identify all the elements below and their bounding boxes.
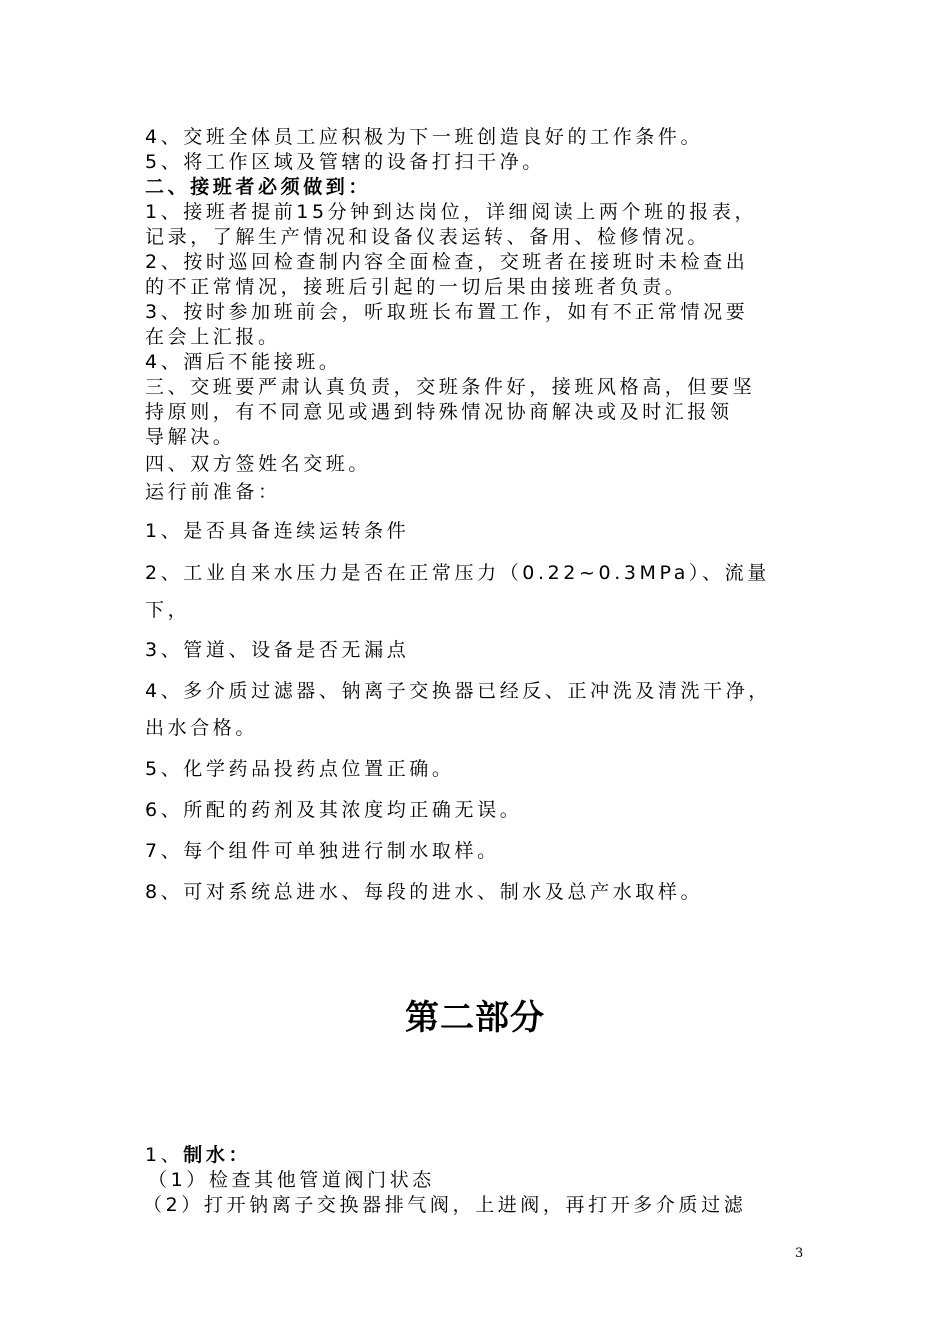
section-heading: 二、接班者必须做到： [145, 176, 372, 198]
text-line: 记录，了解生产情况和设备仪表运转、备用、检修情况。 [145, 226, 711, 248]
list-item: 7、每个组件可单独进行制水取样。 [145, 840, 500, 862]
text-line: 5、将工作区域及管辖的设备打扫干净。 [145, 151, 545, 173]
list-item: 3、管道、设备是否无漏点 [145, 639, 410, 661]
list-item: 5、化学药品投药点位置正确。 [145, 758, 455, 780]
list-item-continuation: 下， [145, 599, 191, 621]
item-label: 制水： [183, 1144, 252, 1166]
text-line: 的不正常情况，接班后引起的一切后果由接班者负责。 [145, 276, 688, 298]
text-line: 4、酒后不能接班。 [145, 351, 342, 373]
text-line: 1、接班者提前15分钟到达岗位，详细阅读上两个班的报表， [145, 201, 758, 223]
text-line: 导解决。 [145, 426, 236, 448]
sub-item: （2）打开钠离子交换器排气阀，上进阀，再打开多介质过滤 [143, 1194, 747, 1216]
text-line: 持原则，有不同意见或遇到特殊情况协商解决或及时汇报领 [145, 401, 733, 423]
text-line: 运行前准备： [145, 481, 281, 503]
page-number: 3 [795, 1246, 804, 1261]
list-item: 1、是否具备连续运转条件 [145, 520, 410, 542]
text-line: 3、按时参加班前会，听取班长布置工作，如有不正常情况要 [145, 301, 749, 323]
list-item [145, 1143, 825, 1167]
text-line: 4、交班全体员工应积极为下一班创造良好的工作条件。 [145, 126, 704, 148]
text-line: 在会上汇报。 [145, 326, 281, 348]
part-title: 第二部分 [405, 998, 545, 1038]
list-item: 8、可对系统总进水、每段的进水、制水及总产水取样。 [145, 881, 704, 903]
list-item: 2、工业自来水压力是否在正常压力（0.22~0.3MPa）、流量 [145, 562, 770, 584]
list-item: 4、多介质过滤器、钠离子交换器已经反、正冲洗及清洗干净， [145, 680, 771, 702]
list-item-continuation: 出水合格。 [145, 717, 259, 739]
item-prefix: 1、 [145, 1144, 184, 1166]
text-line: 三、交班要严肃认真负责，交班条件好，接班风格高，但要坚 [145, 376, 756, 398]
list-item: 6、所配的药剂及其浓度均正确无误。 [145, 799, 523, 821]
text-line: 四、双方签姓名交班。 [145, 453, 372, 475]
sub-item: （1）检查其他管道阀门状态 [148, 1169, 435, 1191]
text-line: 2、按时巡回检查制内容全面检查，交班者在接班时未检查出 [145, 251, 749, 273]
